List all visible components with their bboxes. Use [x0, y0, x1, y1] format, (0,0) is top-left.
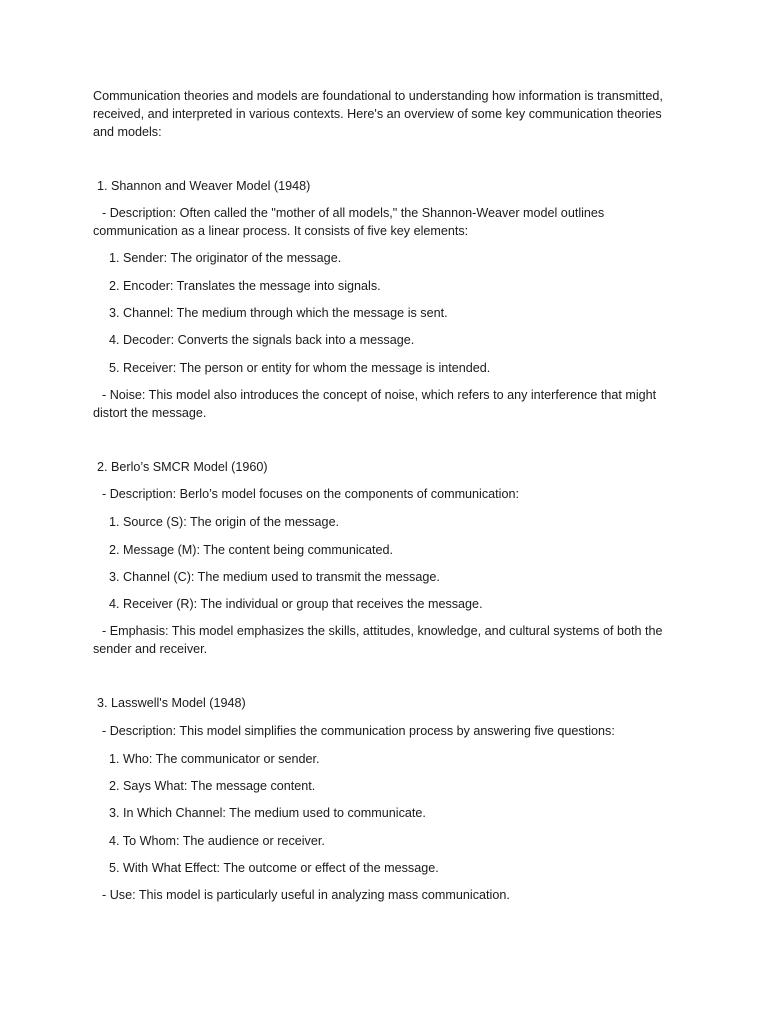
list-item: 3. Channel: The medium through which the message is sent.	[109, 306, 448, 320]
list-item: 4. To Whom: The audience or receiver.	[109, 834, 325, 848]
list-item: 4. Receiver (R): The individual or group that receives the message.	[109, 597, 483, 611]
section-heading: 2. Berlo’s SMCR Model (1960)	[97, 460, 268, 474]
list-item: 3. In Which Channel: The medium used to communicate.	[109, 806, 426, 820]
list-item: 4. Decoder: Converts the signals back into a message.	[109, 333, 415, 347]
section-heading: 1. Shannon and Weaver Model (1948)	[97, 179, 311, 193]
list-item: 5. Receiver: The person or entity for whom the message is intended.	[109, 361, 491, 375]
list-item: 2. Encoder: Translates the message into signals.	[109, 279, 381, 293]
list-item: 1. Source (S): The origin of the message.	[109, 515, 340, 529]
list-item: 2. Says What: The message content.	[109, 779, 316, 793]
intro-paragraph: Communication theories and models are foundational to understanding how information is transmitted, received, and interpreted in various contexts. Here's an overview of some key communication theories and models:	[93, 89, 663, 139]
section-description: - Description: This model simplifies the communication process by answering five questions:	[102, 724, 615, 738]
list-item: 2. Message (M): The content being communicated.	[109, 543, 393, 557]
section-description: - Description: Often called the "mother of all models," the Shannon-Weaver model outlines communication as a linear process. It consists of five key elements:	[93, 206, 605, 238]
section-description: - Description: Berlo’s model focuses on the components of communication:	[102, 487, 519, 501]
section-note: - Noise: This model also introduces the concept of noise, which refers to any interference that might distort the message.	[93, 388, 657, 420]
section-heading: 3. Lasswell's Model (1948)	[97, 696, 246, 710]
section-note: - Emphasis: This model emphasizes the skills, attitudes, knowledge, and cultural systems of both the sender and receiver.	[93, 624, 663, 656]
list-item: 1. Sender: The originator of the message.	[109, 251, 342, 265]
list-item: 1. Who: The communicator or sender.	[109, 752, 320, 766]
list-item: 3. Channel (C): The medium used to transmit the message.	[109, 570, 440, 584]
section-note: - Use: This model is particularly useful in analyzing mass communication.	[102, 888, 510, 902]
list-item: 5. With What Effect: The outcome or effect of the message.	[109, 861, 439, 875]
